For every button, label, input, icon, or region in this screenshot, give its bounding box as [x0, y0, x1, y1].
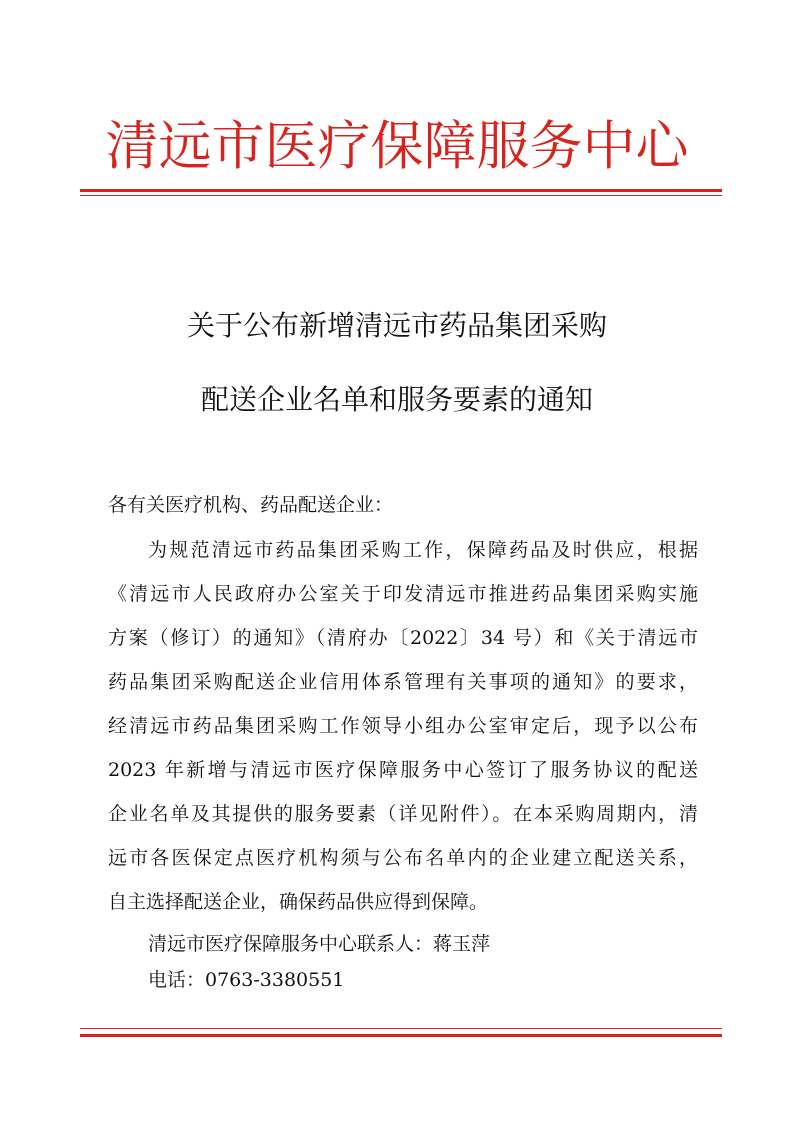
body-line: 远市各医保定点医疗机构须与公布名单内的企业建立配送关系， — [108, 847, 698, 869]
body-line: 自主选择配送企业，确保药品供应得到保障。 — [108, 891, 489, 913]
document-title-line-1: 关于公布新增清远市药品集团采购 — [186, 309, 607, 342]
body-line: 为规范清远市药品集团采购工作，保障药品及时供应，根据 — [148, 539, 698, 561]
footer-divider-thick — [80, 1034, 722, 1037]
contact-person: 清远市医疗保障服务中心联系人：蒋玉萍 — [148, 933, 491, 955]
header-divider-thin — [80, 195, 722, 196]
org-header-title: 清远市医疗保障服务中心 — [105, 116, 689, 177]
body-line: 药品集团采购配送企业信用体系管理有关事项的通知》的要求， — [108, 671, 698, 693]
body-line: 企业名单及其提供的服务要素（详见附件）。在本采购周期内，清 — [108, 803, 698, 825]
body-line: 经清远市药品集团采购工作领导小组办公室审定后，现予以公布 — [108, 715, 698, 737]
contact-phone: 电话：0763-3380551 — [148, 969, 345, 991]
document-title-line-2: 配送企业名单和服务要素的通知 — [200, 383, 593, 416]
body-line: 《清远市人民政府办公室关于印发清远市推进药品集团采购实施 — [108, 583, 698, 605]
salutation: 各有关医疗机构、药品配送企业： — [108, 494, 394, 516]
body-line: 2023 年新增与清远市医疗保障服务中心签订了服务协议的配送 — [108, 759, 698, 781]
footer-divider-thin — [80, 1028, 722, 1029]
header-divider-thick — [80, 189, 722, 192]
body-line: 方案（修订）的通知》（清府办〔2022〕34 号）和《关于清远市 — [108, 627, 698, 649]
